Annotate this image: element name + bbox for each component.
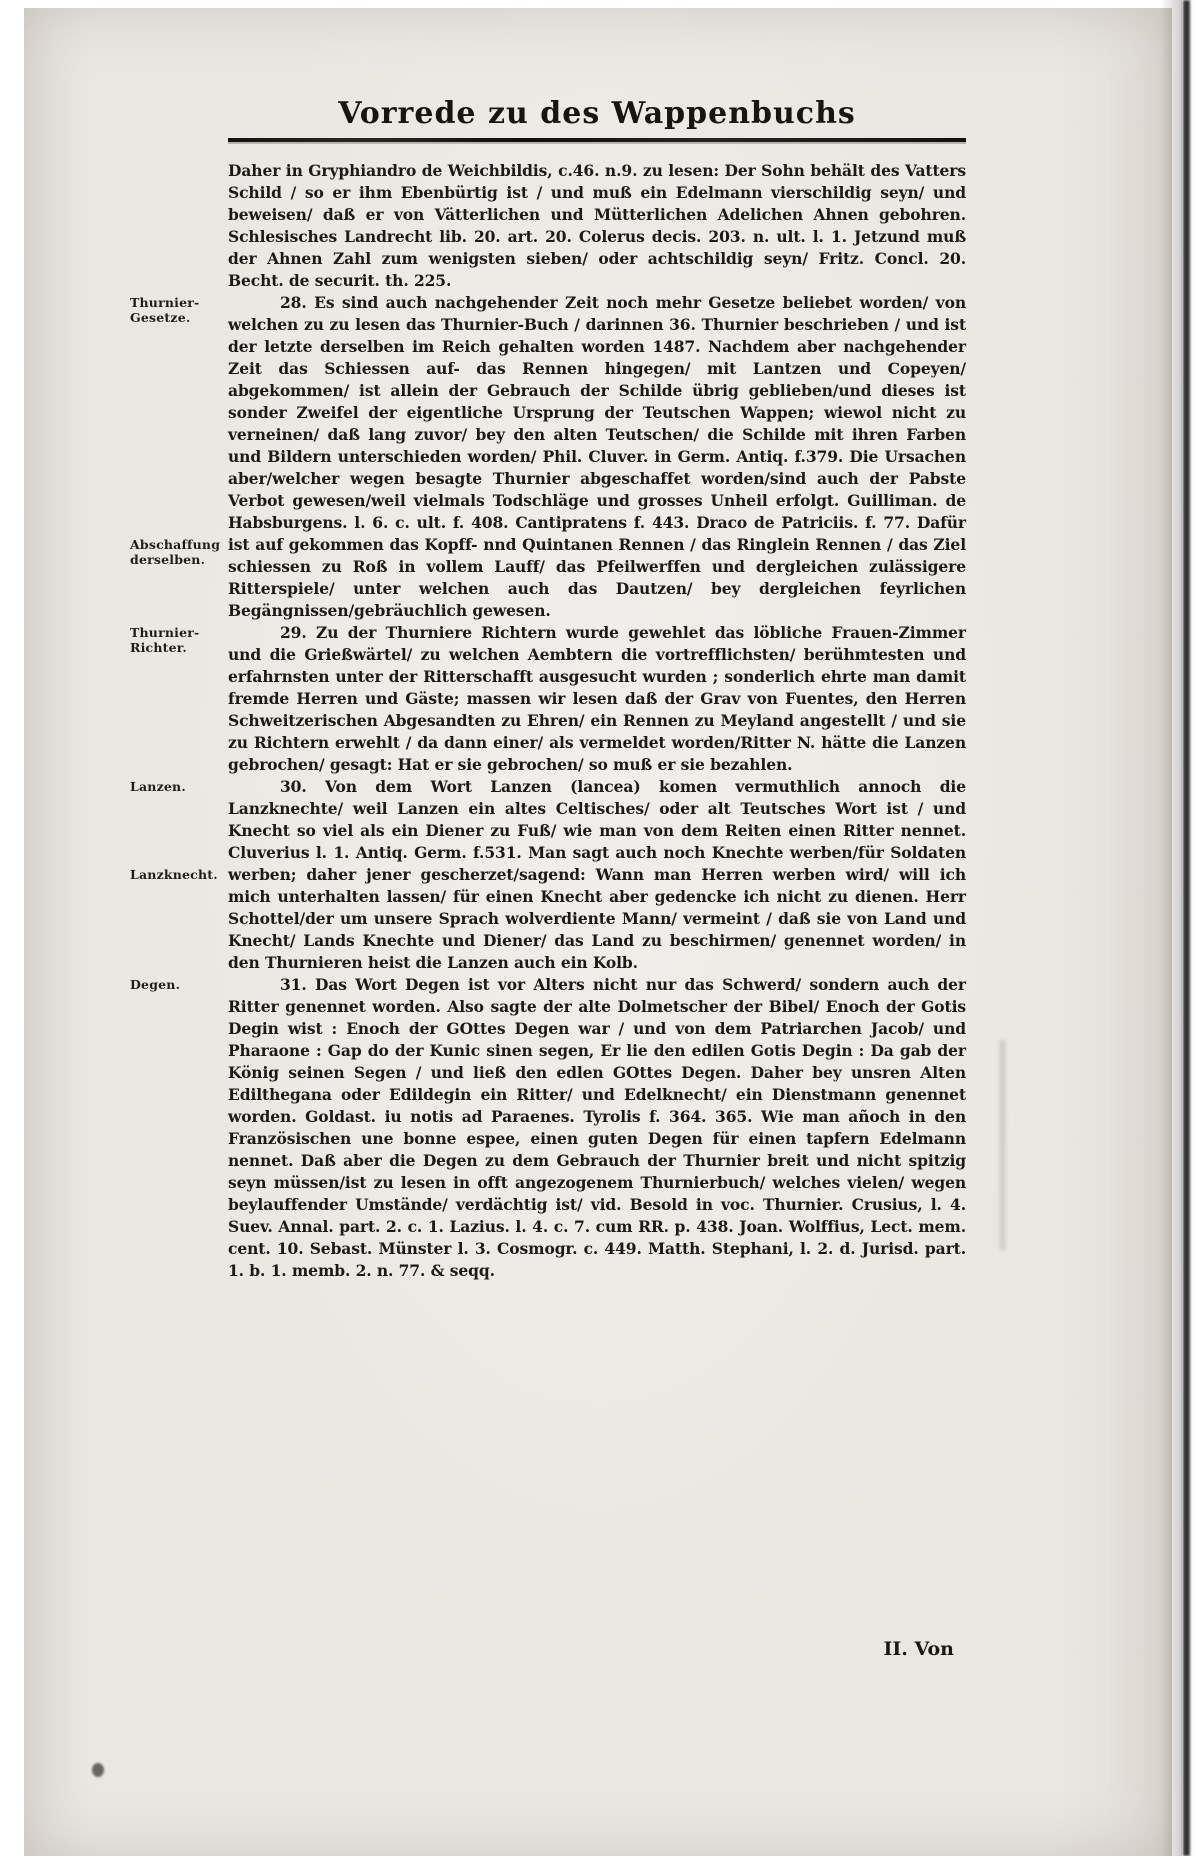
- margin-note-degen: Degen.: [130, 977, 181, 992]
- paragraph-intro: [130, 160, 966, 292]
- binding-edge-line: [1183, 0, 1190, 1856]
- margin-note-lanzknecht: Lanzknecht.: [130, 867, 218, 882]
- text-block: [130, 160, 966, 1282]
- paragraph-28: [130, 292, 966, 622]
- paragraph-text: Daher in Gryphiandro de Weichbildis, c.46. n.9. zu lesen: Der Sohn behält des Vatters Schild / so er ihm Ebenbürtig ist / und muß ein Edelmann vierschildig seyn/ und beweisen/ daß er von Vätterlichen und Mütterlichen Adelichen Ahnen gebohren. Schlesisches Landrecht lib. 20. art. 20. Colerus decis. 203. n. ult. l. 1. Jetzund muß der Ahnen Zahl zum wenigsten sieben/ oder achtschildig seyn/ Fritz. Concl. 20. Becht. de securit. th. 225.: [228, 161, 966, 290]
- paragraph-text: 31. Das Wort Degen ist vor Alters nicht nur das Schwerd/ sondern auch der Ritter genennet worden. Also sagte der alte Dolmetscher der Bibel/ Enoch der Gotis Degin wist : Enoch der GOttes Degen war / und von dem Patriarchen Jacob/ und Pharaone : Gap do der Kunic sinen segen, Er lie den edilen Gotis Degin : Da gab der König seinen Segen / und ließ den edlen GOttes Degen. Daher bey unsren Alten Edilthegana oder Edildegin ein Ritter/ und Edelknecht/ ein Dienstmann genennet worden. Goldast. iu notis ad Paraenes. Tyrolis f. 364. 365. Wie man añoch in den Französischen une bonne espee, einen guten Degen für einen tapfern Edelmann nennet. Daß aber die Degen zu dem Gebrauch der Thurnier breit und nicht spitzig seyn müssen/ist zu lesen in offt angezogenem Thurnierbuch/ welches vielen/ wegen beylauffender Umstände/ verdächtig ist/ vid. Besold in voc. Thurnier. Crusius, l. 4. Suev. Annal. part. 2. c. 1. Lazius. l. 4. c. 7. cum RR. p. 438. Joan. Wolffius, Lect. mem. cent. 10. Sebast. Münster l. 3. Cosmogr. c. 449. Matth. Stephani, l. 2. d. Jurisd. part. 1. b. 1. memb. 2. n. 77. & seqq.: [228, 975, 966, 1280]
- paragraph-text: 30. Von dem Wort Lanzen (lancea) komen vermuthlich annoch die Lanzknechte/ weil Lanzen ein altes Celtisches/ oder alt Teutsches Wort ist / und Knecht so viel als ein Diener zu Fuß/ wie man von dem Reiten einen Ritter nennet. Cluverius l. 1. Antiq. Germ. f.531. Man sagt auch noch Knechte werben/für Soldaten werben; daher jener gescherzet/sagend: Wann man Herren werben wird/ will ich mich unterhalten lassen/ für einen Knecht aber gedencke ich nicht zu dienen. Herr Schottel/der um unsere Sprach wolverdiente Mann/ vermeint / daß sie von Land und Knecht/ Lands Knechte und Diener/ das Land zu beschirmen/ genennet worden/ in den Thurnieren heist die Lanzen auch ein Kolb.: [228, 777, 966, 972]
- margin-note-thurnier-gesetze: Thurnier-Gesetze.: [130, 295, 200, 325]
- paragraph-29: [130, 622, 966, 776]
- paragraph-31: [130, 974, 966, 1282]
- margin-column: [130, 974, 228, 992]
- ink-speck: [92, 1763, 104, 1777]
- margin-column: [130, 622, 228, 655]
- header-rule: [228, 138, 966, 142]
- paragraph-text: 29. Zu der Thurniere Richtern wurde gewehlet das löbliche Frauen-Zimmer und die Grießwärtel/ zu welchen Aembtern die vortrefflichsten/ berühmtesten und erfahrnsten unter der Ritterschafft ausgesucht wurden ; sonderlich ehrte man damit fremde Herren und Gäste; massen wir lesen daß der Grav von Fuentes, den Herren Schweitzerischen Abgesandten zu Ehren/ ein Rennen zu Meyland angestellt / und sie zu Richtern erwehlt / da dann einer/ als vermeldet worden/Ritter N. hätte die Lanzen gebrochen/ gesagt: Hat er sie gebrochen/ so muß er sie bezahlen.: [228, 623, 966, 774]
- gutter-shadow: [1160, 0, 1182, 1856]
- page-title: Vorrede zu des Wappenbuchs: [338, 96, 856, 131]
- page-header: [228, 96, 966, 142]
- margin-column: [130, 776, 228, 882]
- paragraph-30: [130, 776, 966, 974]
- paragraph-text: 28. Es sind auch nachgehender Zeit noch mehr Gesetze beliebet worden/ von welchen zu zu lesen das Thurnier-Buch / darinnen 36. Thurnier beschrieben / und ist der letzte derselben im Reich gehalten worden 1487. Nachdem aber nachgehender Zeit das Schiessen auf- das Rennen hingegen/ mit Lantzen und Copeyen/ abgekommen/ ist allein der Gebrauch der Schilde übrig geblieben/und dieses ist sonder Zweifel der eigentliche Ursprung der Teutschen Wappen; wiewol nicht zu verneinen/ daß lang zuvor/ bey den alten Teutschen/ die Schilde mit ihren Farben und Bildern unterschieden worden/ Phil. Cluver. in Germ. Antiq. f.379. Die Ursachen aber/welcher wegen besagte Thurnier abgeschaffet worden/sind auch der Pabste Verbot gewesen/weil vielmals Todschläge und grosses Unheil erfolgt. Guilliman. de Habsburgens. l. 6. c. ult. f. 408. Cantipratens f. 443. Draco de Patriciis. f. 77. Dafür ist auf gekommen das Kopff- nnd Quintanen Rennen / das Ringlein Rennen / das Ziel schiessen zu Roß in vollem Lauff/ das Pfeilwerffen und dergleichen zulässigere Ritterspiele/ unter welchen auch das Dautzen/ bey dergleichen feyrlichen Begängnissen/gebräuchlich gewesen.: [228, 293, 966, 620]
- margin-note-lanzen: Lanzen.: [130, 779, 186, 794]
- margin-column: [130, 292, 228, 567]
- margin-note-thurnier-richter: Thurnier-Richter.: [130, 625, 200, 655]
- margin-note-abschaffung: Abschaffung derselben.: [130, 537, 221, 567]
- catchword: II. Von: [883, 1638, 954, 1660]
- scan-smudge: [1000, 1040, 1005, 1250]
